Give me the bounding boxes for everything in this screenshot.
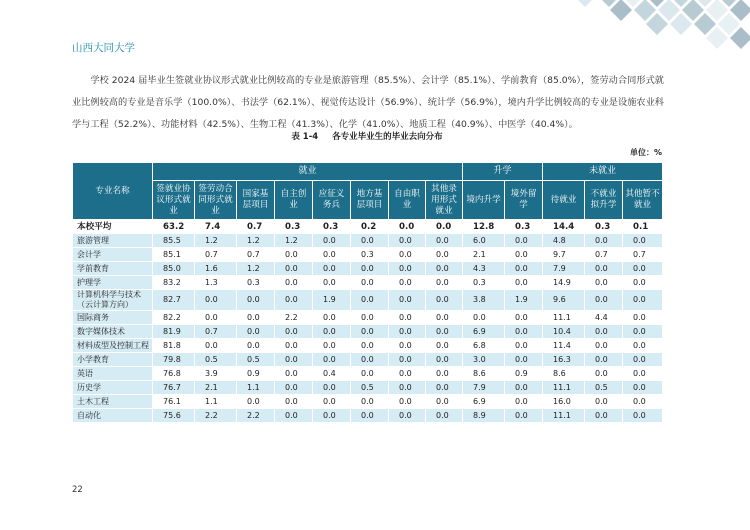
table-row [73, 367, 663, 381]
value-cell: 0.0 [351, 367, 389, 381]
value-cell: 1.3 [195, 276, 237, 290]
value-cell: 0.0 [463, 311, 505, 325]
value-cell: 0.3 [463, 276, 505, 290]
value-cell: 0.7 [585, 248, 623, 262]
value-cell: 8.6 [543, 367, 585, 381]
value-cell: 0.0 [505, 276, 543, 290]
value-cell: 0.0 [275, 367, 313, 381]
value-cell: 11.1 [543, 381, 585, 395]
value-cell: 0.0 [623, 381, 663, 395]
value-cell: 0.0 [389, 325, 426, 339]
table-row [73, 409, 663, 423]
value-cell: 0.0 [195, 339, 237, 353]
value-cell: 81.8 [153, 339, 195, 353]
value-cell: 8.9 [463, 409, 505, 423]
value-cell: 0.0 [426, 339, 463, 353]
value-cell: 0.5 [585, 381, 623, 395]
value-cell: 1.9 [313, 290, 351, 311]
value-cell: 0.0 [313, 325, 351, 339]
value-cell: 8.6 [463, 367, 505, 381]
value-cell: 11.4 [543, 339, 585, 353]
university-header: 山西大同大学 [72, 42, 135, 54]
value-cell: 0.0 [505, 395, 543, 409]
graduate-destination-table [72, 162, 663, 423]
value-cell: 1.2 [195, 234, 237, 248]
value-cell: 0.0 [623, 353, 663, 367]
value-cell: 75.6 [153, 409, 195, 423]
column-header: 签劳动合同形式就业 [195, 181, 237, 220]
value-cell: 0.7 [195, 248, 237, 262]
value-cell: 0.0 [623, 262, 663, 276]
value-cell: 0.0 [351, 325, 389, 339]
value-cell: 0.0 [351, 311, 389, 325]
value-cell: 0.0 [275, 339, 313, 353]
value-cell: 0.0 [195, 290, 237, 311]
body-paragraph: 学校 2024 届毕业生签就业协议形式就业比例较高的专业是旅游管理（85.5%）、会计学（85.1%）、学前教育（85.0%），签劳动合同形式就业比例较高的专业是音乐学（100.0%）、书法学（62.1%）、视觉传达设计（56.9%）、统计学（56.9%），境内升学比例较高的专业是设施农业科学与工程（52.2%）、功能材料（42.5%）、生物工程（41.3%）、化学（41.0%）、地质工程（40.9%）、中医学（40.4%）。 [72, 75, 664, 130]
value-cell: 0.0 [426, 290, 463, 311]
value-cell: 0.7 [237, 248, 275, 262]
value-cell: 1.2 [237, 234, 275, 248]
column-header: 境外留学 [505, 181, 543, 220]
group-header-further-study: 升学 [463, 163, 543, 181]
value-cell: 0.0 [313, 248, 351, 262]
value-cell: 0.0 [389, 367, 426, 381]
value-cell: 83.2 [153, 276, 195, 290]
major-name-cell: 英语 [73, 367, 153, 381]
value-cell: 0.9 [505, 367, 543, 381]
column-header: 地方基层项目 [351, 181, 389, 220]
value-cell: 9.6 [543, 290, 585, 311]
value-cell: 11.1 [543, 409, 585, 423]
value-cell: 0.0 [389, 339, 426, 353]
value-cell: 4.4 [585, 311, 623, 325]
value-cell: 0.3 [351, 248, 389, 262]
value-cell: 7.9 [463, 381, 505, 395]
value-cell: 0.0 [195, 311, 237, 325]
value-cell: 0.0 [351, 395, 389, 409]
value-cell: 0.0 [426, 262, 463, 276]
value-cell: 0.0 [505, 409, 543, 423]
value-cell: 0.0 [351, 234, 389, 248]
value-cell: 0.3 [505, 220, 543, 234]
column-header: 待就业 [543, 181, 585, 220]
value-cell: 0.4 [313, 367, 351, 381]
value-cell: 3.9 [195, 367, 237, 381]
value-cell: 82.7 [153, 290, 195, 311]
decorative-diamond [610, 0, 632, 21]
value-cell: 0.7 [237, 220, 275, 234]
table-row [73, 339, 663, 353]
value-cell: 0.0 [389, 276, 426, 290]
value-cell: 0.0 [623, 276, 663, 290]
value-cell: 0.0 [623, 290, 663, 311]
value-cell: 2.2 [195, 409, 237, 423]
value-cell: 0.0 [426, 367, 463, 381]
value-cell: 0.9 [237, 367, 275, 381]
column-header: 国家基层项目 [237, 181, 275, 220]
value-cell: 0.0 [313, 276, 351, 290]
value-cell: 0.0 [426, 276, 463, 290]
value-cell: 0.0 [313, 409, 351, 423]
value-cell: 0.3 [275, 220, 313, 234]
value-cell: 0.0 [585, 290, 623, 311]
value-cell: 0.0 [585, 409, 623, 423]
column-header: 自主创业 [275, 181, 313, 220]
value-cell: 6.8 [463, 339, 505, 353]
value-cell: 0.0 [505, 262, 543, 276]
value-cell: 0.0 [351, 290, 389, 311]
value-cell: 0.1 [623, 220, 663, 234]
table-number: 表 1-4 [291, 132, 319, 142]
value-cell: 2.1 [463, 248, 505, 262]
value-cell: 14.4 [543, 220, 585, 234]
column-header: 其他暂不就业 [623, 181, 663, 220]
value-cell: 82.2 [153, 311, 195, 325]
value-cell: 0.0 [275, 248, 313, 262]
column-header: 不就业拟升学 [585, 181, 623, 220]
value-cell: 2.2 [237, 409, 275, 423]
value-cell: 0.0 [351, 262, 389, 276]
value-cell: 0.5 [237, 353, 275, 367]
value-cell: 0.0 [585, 395, 623, 409]
value-cell: 0.0 [585, 353, 623, 367]
major-name-cell: 学前教育 [73, 262, 153, 276]
value-cell: 1.1 [195, 395, 237, 409]
value-cell: 1.2 [237, 262, 275, 276]
value-cell: 11.1 [543, 311, 585, 325]
value-cell: 6.0 [463, 234, 505, 248]
value-cell: 0.0 [389, 220, 426, 234]
value-cell: 0.0 [313, 262, 351, 276]
major-name-cell: 护理学 [73, 276, 153, 290]
group-header-employed: 就业 [153, 163, 463, 181]
value-cell: 0.0 [585, 234, 623, 248]
value-cell: 0.0 [237, 395, 275, 409]
value-cell: 0.0 [389, 311, 426, 325]
major-column-header: 专业名称 [73, 163, 153, 220]
value-cell: 3.8 [463, 290, 505, 311]
value-cell: 81.9 [153, 325, 195, 339]
value-cell: 14.9 [543, 276, 585, 290]
column-header: 自由职业 [389, 181, 426, 220]
value-cell: 85.1 [153, 248, 195, 262]
value-cell: 0.0 [275, 325, 313, 339]
value-cell: 0.0 [505, 311, 543, 325]
column-header: 签就业协议形式就业 [153, 181, 195, 220]
value-cell: 0.5 [195, 353, 237, 367]
value-cell: 0.0 [275, 290, 313, 311]
value-cell: 76.8 [153, 367, 195, 381]
value-cell: 0.0 [313, 311, 351, 325]
value-cell: 10.4 [543, 325, 585, 339]
value-cell: 0.0 [275, 395, 313, 409]
major-name-cell: 本校平均 [73, 220, 153, 234]
value-cell: 0.0 [389, 248, 426, 262]
value-cell: 0.0 [623, 339, 663, 353]
value-cell: 1.9 [505, 290, 543, 311]
major-name-cell: 土木工程 [73, 395, 153, 409]
value-cell: 0.0 [505, 381, 543, 395]
value-cell: 76.1 [153, 395, 195, 409]
value-cell: 0.0 [623, 395, 663, 409]
major-name-cell: 历史学 [73, 381, 153, 395]
value-cell: 7.4 [195, 220, 237, 234]
major-name-cell: 材料成型及控制工程 [73, 339, 153, 353]
value-cell: 0.0 [351, 409, 389, 423]
value-cell: 0.0 [237, 290, 275, 311]
value-cell: 7.9 [543, 262, 585, 276]
value-cell: 0.0 [351, 339, 389, 353]
value-cell: 0.0 [623, 409, 663, 423]
value-cell: 0.0 [585, 276, 623, 290]
value-cell: 0.3 [313, 220, 351, 234]
value-cell: 0.0 [585, 339, 623, 353]
table-row [73, 234, 663, 248]
value-cell: 0.0 [505, 353, 543, 367]
value-cell: 0.0 [237, 311, 275, 325]
table-row [73, 311, 663, 325]
value-cell: 0.0 [275, 409, 313, 423]
group-header-unemployed: 未就业 [543, 163, 663, 181]
value-cell: 0.5 [351, 381, 389, 395]
value-cell: 0.7 [623, 248, 663, 262]
value-cell: 0.0 [505, 234, 543, 248]
decorative-diamond [574, 0, 596, 7]
value-cell: 0.0 [426, 409, 463, 423]
value-cell: 4.3 [463, 262, 505, 276]
value-cell: 0.0 [623, 367, 663, 381]
value-cell: 2.2 [275, 311, 313, 325]
value-cell: 0.0 [426, 381, 463, 395]
value-cell: 85.0 [153, 262, 195, 276]
value-cell: 0.0 [623, 311, 663, 325]
value-cell: 0.0 [313, 395, 351, 409]
major-name-cell: 自动化 [73, 409, 153, 423]
value-cell: 76.7 [153, 381, 195, 395]
column-header: 境内升学 [463, 181, 505, 220]
value-cell: 1.2 [275, 234, 313, 248]
value-cell: 0.0 [351, 276, 389, 290]
major-name-cell: 会计学 [73, 248, 153, 262]
value-cell: 0.0 [313, 381, 351, 395]
value-cell: 0.0 [237, 325, 275, 339]
table-row [73, 248, 663, 262]
value-cell: 63.2 [153, 220, 195, 234]
value-cell: 0.0 [389, 409, 426, 423]
value-cell: 0.0 [426, 311, 463, 325]
table-caption [72, 130, 662, 142]
value-cell: 0.7 [195, 325, 237, 339]
value-cell: 0.0 [275, 276, 313, 290]
value-cell: 1.1 [237, 381, 275, 395]
value-cell: 0.0 [389, 381, 426, 395]
major-name-cell: 小学教育 [73, 353, 153, 367]
value-cell: 0.0 [275, 262, 313, 276]
value-cell: 0.0 [313, 353, 351, 367]
table-row [73, 395, 663, 409]
value-cell: 0.0 [313, 234, 351, 248]
page-number: 22 [72, 485, 83, 495]
value-cell: 0.0 [585, 262, 623, 276]
table-row [73, 325, 663, 339]
value-cell: 0.0 [623, 325, 663, 339]
major-name-cell: 计算机科学与技术（云计算方向） [73, 290, 153, 311]
value-cell: 0.0 [426, 353, 463, 367]
table-row [73, 290, 663, 311]
table-row [73, 381, 663, 395]
table-row [73, 353, 663, 367]
table-row [73, 276, 663, 290]
value-cell: 0.0 [389, 234, 426, 248]
value-cell: 2.1 [195, 381, 237, 395]
value-cell: 0.0 [426, 220, 463, 234]
value-cell: 0.2 [351, 220, 389, 234]
value-cell: 0.0 [237, 339, 275, 353]
value-cell: 0.0 [505, 339, 543, 353]
value-cell: 0.0 [275, 381, 313, 395]
table-title: 各专业毕业生的毕业去向分布 [332, 132, 443, 142]
value-cell: 0.0 [389, 290, 426, 311]
column-header: 其他录用形式就业 [426, 181, 463, 220]
unit-label: 单位：% [629, 148, 662, 157]
column-header: 应征义务兵 [313, 181, 351, 220]
value-cell: 4.8 [543, 234, 585, 248]
value-cell: 0.0 [623, 234, 663, 248]
value-cell: 0.0 [426, 395, 463, 409]
value-cell: 0.0 [389, 262, 426, 276]
value-cell: 0.0 [275, 353, 313, 367]
value-cell: 12.8 [463, 220, 505, 234]
table-row [73, 262, 663, 276]
value-cell: 16.0 [543, 395, 585, 409]
value-cell: 0.0 [585, 367, 623, 381]
major-name-cell: 旅游管理 [73, 234, 153, 248]
value-cell: 0.0 [313, 339, 351, 353]
value-cell: 85.5 [153, 234, 195, 248]
value-cell: 0.0 [426, 248, 463, 262]
value-cell: 0.3 [585, 220, 623, 234]
value-cell: 3.0 [463, 353, 505, 367]
value-cell: 79.8 [153, 353, 195, 367]
value-cell: 0.0 [389, 395, 426, 409]
average-row [73, 220, 663, 234]
major-name-cell: 国际商务 [73, 311, 153, 325]
value-cell: 0.0 [426, 234, 463, 248]
value-cell: 0.0 [389, 353, 426, 367]
value-cell: 16.3 [543, 353, 585, 367]
value-cell: 0.0 [426, 325, 463, 339]
value-cell: 0.0 [351, 353, 389, 367]
value-cell: 0.0 [505, 248, 543, 262]
value-cell: 0.0 [505, 325, 543, 339]
value-cell: 1.6 [195, 262, 237, 276]
major-name-cell: 数字媒体技术 [73, 325, 153, 339]
value-cell: 0.0 [585, 325, 623, 339]
value-cell: 9.7 [543, 248, 585, 262]
value-cell: 6.9 [463, 395, 505, 409]
value-cell: 0.3 [237, 276, 275, 290]
value-cell: 6.9 [463, 325, 505, 339]
